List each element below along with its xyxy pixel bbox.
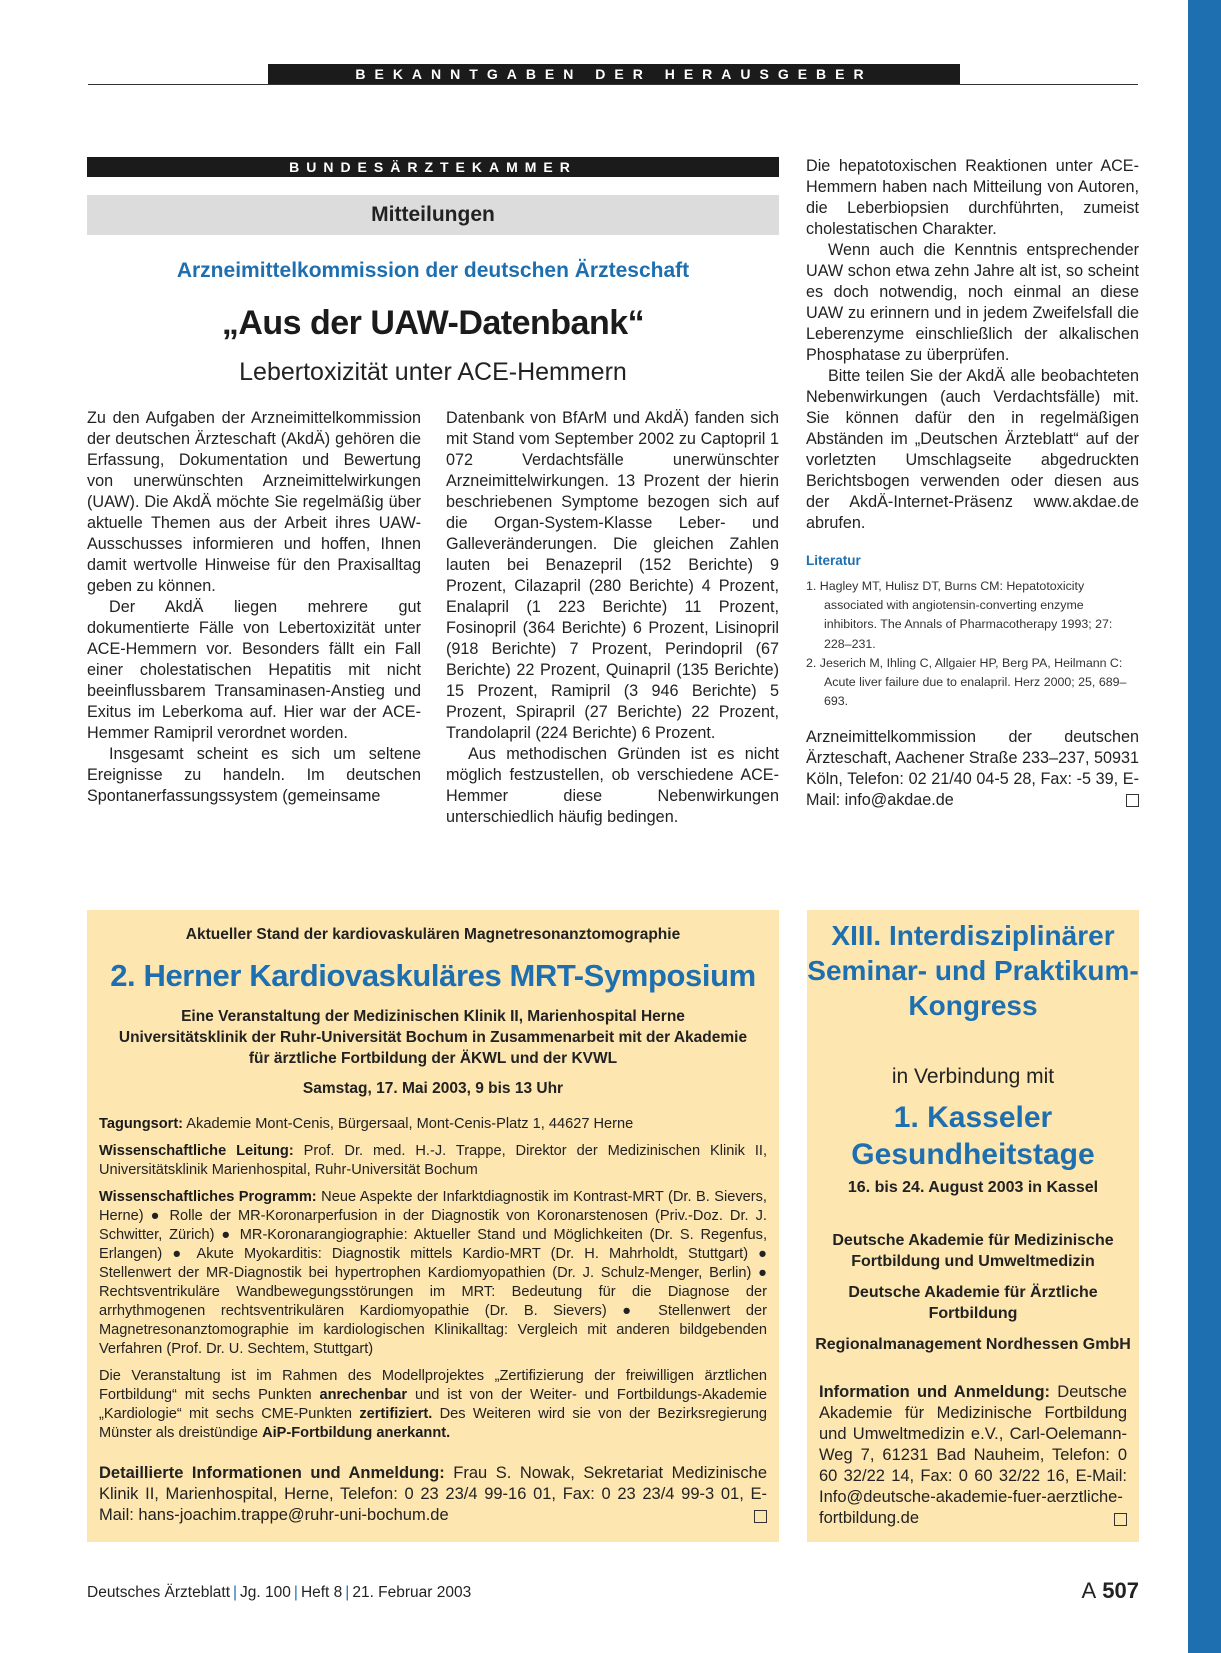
- paragraph: Insgesamt scheint es sich um seltene Ereignisse zu handeln. Im deutschen Spontanerfassungssystem (gemeinsame: [87, 745, 421, 805]
- kongress-org-1: Deutsche Akademie für Medizinische Fortbildung und Umweltmedizin: [832, 1232, 1114, 1270]
- kongress-title: XIII. Interdisziplinärer Seminar- und Praktikum-Kongress: [807, 920, 1139, 1021]
- page-value: 507: [1102, 1578, 1139, 1603]
- issue: Heft 8: [300, 1584, 343, 1601]
- ad-title: 2. Herner Kardiovaskuläres MRT-Symposium: [110, 958, 756, 993]
- program-line: [99, 1188, 767, 1359]
- page-number: [1081, 1578, 1139, 1604]
- section-bar: BUNDESÄRZTEKAMMER: [87, 157, 779, 177]
- contact-text: Frau S. Nowak, Sekretariat Medizinische Klinik II, Marienhospital, Herne, Telefon: 0 23 23/4 99-16 01, Fax: 0 23 23/4 99-3 01, E-Mail: hans-joachim.trappe@ruhr-uni-bochum.de: [99, 1464, 768, 1524]
- article-column-2: [446, 408, 779, 828]
- contact-label: Information und Anmeldung:: [819, 1383, 1051, 1401]
- end-mark-icon: [1126, 794, 1139, 807]
- kongress-subtitle: 1. Kasseler Gesundheitstage: [851, 1101, 1095, 1171]
- leadership-label: Wissenschaftliche Leitung:: [99, 1143, 294, 1159]
- cert-text: und ist von der Weiter- und Fortbildungs-Akademie „Kardiologie“ mit sechs CME-Punkten: [99, 1387, 767, 1422]
- end-mark-icon: [1114, 1513, 1127, 1526]
- literature-item: 1. Hagley MT, Hulisz DT, Burns CM: Hepatotoxicity associated with angiotensin-converting enzyme inhibitors. The Annals of Pharmacotherapy 1993; 27: 228–231.: [806, 579, 1113, 651]
- venue-text: Akademie Mont-Cenis, Bürgersaal, Mont-Cenis-Platz 1, 44627 Herne: [186, 1116, 634, 1132]
- venue-label: Tagungsort:: [99, 1116, 184, 1132]
- paragraph: Aus methodischen Gründen ist es nicht möglich festzustellen, ob verschiedene ACE-Hemmer diese Nebenwirkungen unterschiedlich häufig bedingen.: [446, 745, 779, 826]
- ad-date: Samstag, 17. Mai 2003, 9 bis 13 Uhr: [302, 1080, 564, 1097]
- cert-emph: anrechenbar: [319, 1387, 408, 1403]
- kongress-org-3: Regionalmanagement Nordhessen GmbH: [815, 1336, 1131, 1353]
- mitteilungen-header: Mitteilungen: [87, 195, 779, 235]
- contact-text: Deutsche Akademie für Medizinische Fortbildung und Umweltmedizin e.V., Carl-Oelemann-Weg 7, 61231 Bad Nauheim, Telefon: 0 60 32/22 14, Fax: 0 60 32/22 16, E-Mail: Info@deutsche-akademie-fuer-aerztliche-fortbildung.de: [819, 1383, 1127, 1527]
- program-label: Wissenschaftliches Programm:: [99, 1189, 317, 1205]
- program-text: Neue Aspekte der Infarktdiagnostik im Kontrast-MRT (Dr. B. Sievers, Herne) ● Rolle der MR-Koronarperfusion in der Diagnostik von Koronarstenosen (Priv.-Doz. Dr. J. Schwitter, Zürich) ● MR-Koronarangiographie: Aktueller Stand und Möglichkeiten (Dr. S. Regenfus, Erlangen) ● Akute Myokarditis: Diagnostik mittels Kardio-MRT (Dr. H. Mahrholdt, Stuttgart) ● Stellenwert der MR-Diagnostik bei hypertrophen Kardiomyopathien (Dr. J. Schulz-Menger, Berlin) ● Rechtsventrikuläre Wandbewegungsstörungen im MRT: Bedeutung für die Diagnose der arrhythmogenen rechtsventrikulären Kardiomyopathie (Dr. B. Sievers) ● Stellenwert der Magnetresonanztomographie im kardiologischen Klinikalltag: Vergleich mit anderen bildgebenden Verfahren (Prof. Dr. U. Sechtem, Stuttgart): [99, 1189, 767, 1357]
- ad-organizers: Eine Veranstaltung der Medizinischen Klinik II, Marienhospital Herne Universitätsklinik der Ruhr-Universität Bochum in Zusammenarbeit mit der Akademie für ärztliche Fortbildung der ÄKWL und der KVWL: [118, 1008, 748, 1067]
- literature-item: 2. Jeserich M, Ihling C, Allgaier HP, Berg PA, Heilmann C: Acute liver failure due to enalapril. Herz 2000; 25, 689–693.: [806, 655, 1127, 709]
- kongress-contact: [819, 1382, 1127, 1529]
- page-prefix: A: [1081, 1578, 1097, 1603]
- page-footer: Deutsches Ärzteblatt | Jg. 100 | Heft 8 | 21. Februar 2003: [87, 1584, 472, 1601]
- contact-label: Detaillierte Informationen und Anmeldung:: [99, 1464, 445, 1482]
- top-rule: [88, 84, 1138, 85]
- paragraph: Zu den Aufgaben der Arzneimittelkommission der deutschen Ärzteschaft (AkdÄ) gehören die Erfassung, Dokumentation und Bewertung von unerwünschten Arzneimittelwirkungen (UAW). Die AkdÄ möchte Sie regelmäßig über aktuelle Themen aus der Arbeit ihres UAW-Ausschusses informieren und hoffen, Ihnen damit wertvolle Hinweise für den Praxisalltag geben zu können.: [87, 409, 421, 595]
- side-color-strip: [1188, 0, 1221, 1653]
- leadership-text: Prof. Dr. med. H.-J. Trappe, Direktor der Medizinischen Klinik II, Universitätsklinik Marienhospital, Ruhr-Universität Bochum: [99, 1143, 768, 1178]
- paragraph: Bitte teilen Sie der AkdÄ alle beobachteten Nebenwirkungen (auch Verdachtsfälle) mit. Sie können dafür den in regelmäßigen Abständen im „Deutschen Ärzteblatt“ auf der vorletzten Umschlagseite abgedruckten Berichtsbogen verwenden oder diesen aus der AkdÄ-Internet-Präsenz www.akdae.de abrufen.: [806, 367, 1139, 532]
- cert-text: Des Weiteren wird sie von der Bezirksregierung Münster als dreistündige: [99, 1406, 767, 1441]
- kongress-connector: in Verbindung mit: [891, 1065, 1055, 1088]
- certification-line: [99, 1367, 767, 1443]
- top-banner: BEKANNTGABEN DER HERAUSGEBER: [268, 64, 960, 85]
- contact-address: [806, 727, 1139, 811]
- paragraph: Der AkdÄ liegen mehrere gut dokumentierte Fälle von Lebertoxizität unter ACE-Hemmern vor. Besonders fällt ein Fall einer cholestatischen Hepatitis mit nicht beeinflussbarem Transaminasen-Anstieg und Exitus im Leberkoma auf. Hier war der ACE-Hemmer Ramipril verordnet worden.: [87, 598, 421, 742]
- article-column-1: [87, 408, 421, 807]
- journal-name: Deutsches Ärzteblatt: [87, 1584, 231, 1601]
- kongress-dates: 16. bis 24. August 2003 in Kassel: [847, 1179, 1099, 1196]
- literature-title: Literatur: [806, 553, 861, 568]
- end-mark-icon: [754, 1510, 767, 1523]
- subhead: Arzneimittelkommission der deutschen Ärzteschaft: [176, 259, 690, 282]
- ad-body: [99, 1115, 767, 1451]
- cert-emph: zertifiziert.: [359, 1406, 433, 1422]
- cert-text: Die Veranstaltung ist im Rahmen des Modellprojektes „Zertifizierung der freiwilligen ärztlichen Fortbildung“ mit sechs Punkten: [99, 1368, 767, 1403]
- volume: Jg. 100: [240, 1584, 291, 1601]
- venue-line: [99, 1115, 767, 1134]
- ad-contact: [99, 1463, 767, 1526]
- paragraph: Die hepatotoxischen Reaktionen unter ACE-Hemmern haben nach Mitteilung von Autoren, die Leberbiopsien durchführten, zumeist cholestatischen Charakter.: [806, 157, 1139, 238]
- tagline: Lebertoxizität unter ACE-Hemmern: [239, 358, 627, 386]
- leadership-line: [99, 1142, 767, 1180]
- paragraph: Wenn auch die Kenntnis entsprechender UAW schon etwa zehn Jahre alt ist, so scheint es doch notwendig, noch einmal an diese UAW zu erinnern und in jedem Zweifelsfall die Leberenzyme einschließlich der alkalischen Phosphatase zu überprüfen.: [806, 241, 1139, 364]
- ad-eyebrow: Aktueller Stand der kardiovaskulären Magnetresonanztomographie: [185, 926, 681, 943]
- article-column-3: [806, 156, 1139, 811]
- kongress-org-2: Deutsche Akademie für Ärztliche Fortbildung: [848, 1284, 1098, 1322]
- issue-date: 21. Februar 2003: [352, 1584, 472, 1601]
- headline: „Aus der UAW-Datenbank“: [221, 304, 645, 342]
- address-text: Arzneimittelkommission der deutschen Ärzteschaft, Aachener Straße 233–237, 50931 Köln, Telefon: 02 21/40 04-5 28, Fax: -5 39, E-Mail: info@akdae.de: [806, 728, 1139, 810]
- paragraph: Datenbank von BfArM und AkdÄ) fanden sich mit Stand vom September 2002 zu Captopril 1 072 Verdachtsfälle unerwünschter Arzneimittelwirkungen. 13 Prozent der hierin beschriebenen Symptome bezogen sich auf die Organ-System-Klasse Leber- und Galleveränderungen. Die gleichen Zahlen lauten bei Benazepril (152 Berichte) 9 Prozent, Cilazapril (280 Berichte) 4 Prozent, Enalapril (1 223 Berichte) 11 Prozent, Fosinopril (364 Berichte) 6 Prozent, Lisinopril (918 Berichte) 7 Prozent, Perindopril (67 Berichte) 22 Prozent, Quinapril (135 Berichte) 15 Prozent, Ramipril (3 946 Berichte) 5 Prozent, Spirapril (27 Berichte) 22 Prozent, Trandolapril (224 Berichte) 6 Prozent.: [446, 409, 779, 742]
- cert-emph: AiP-Fortbildung anerkannt.: [262, 1425, 451, 1441]
